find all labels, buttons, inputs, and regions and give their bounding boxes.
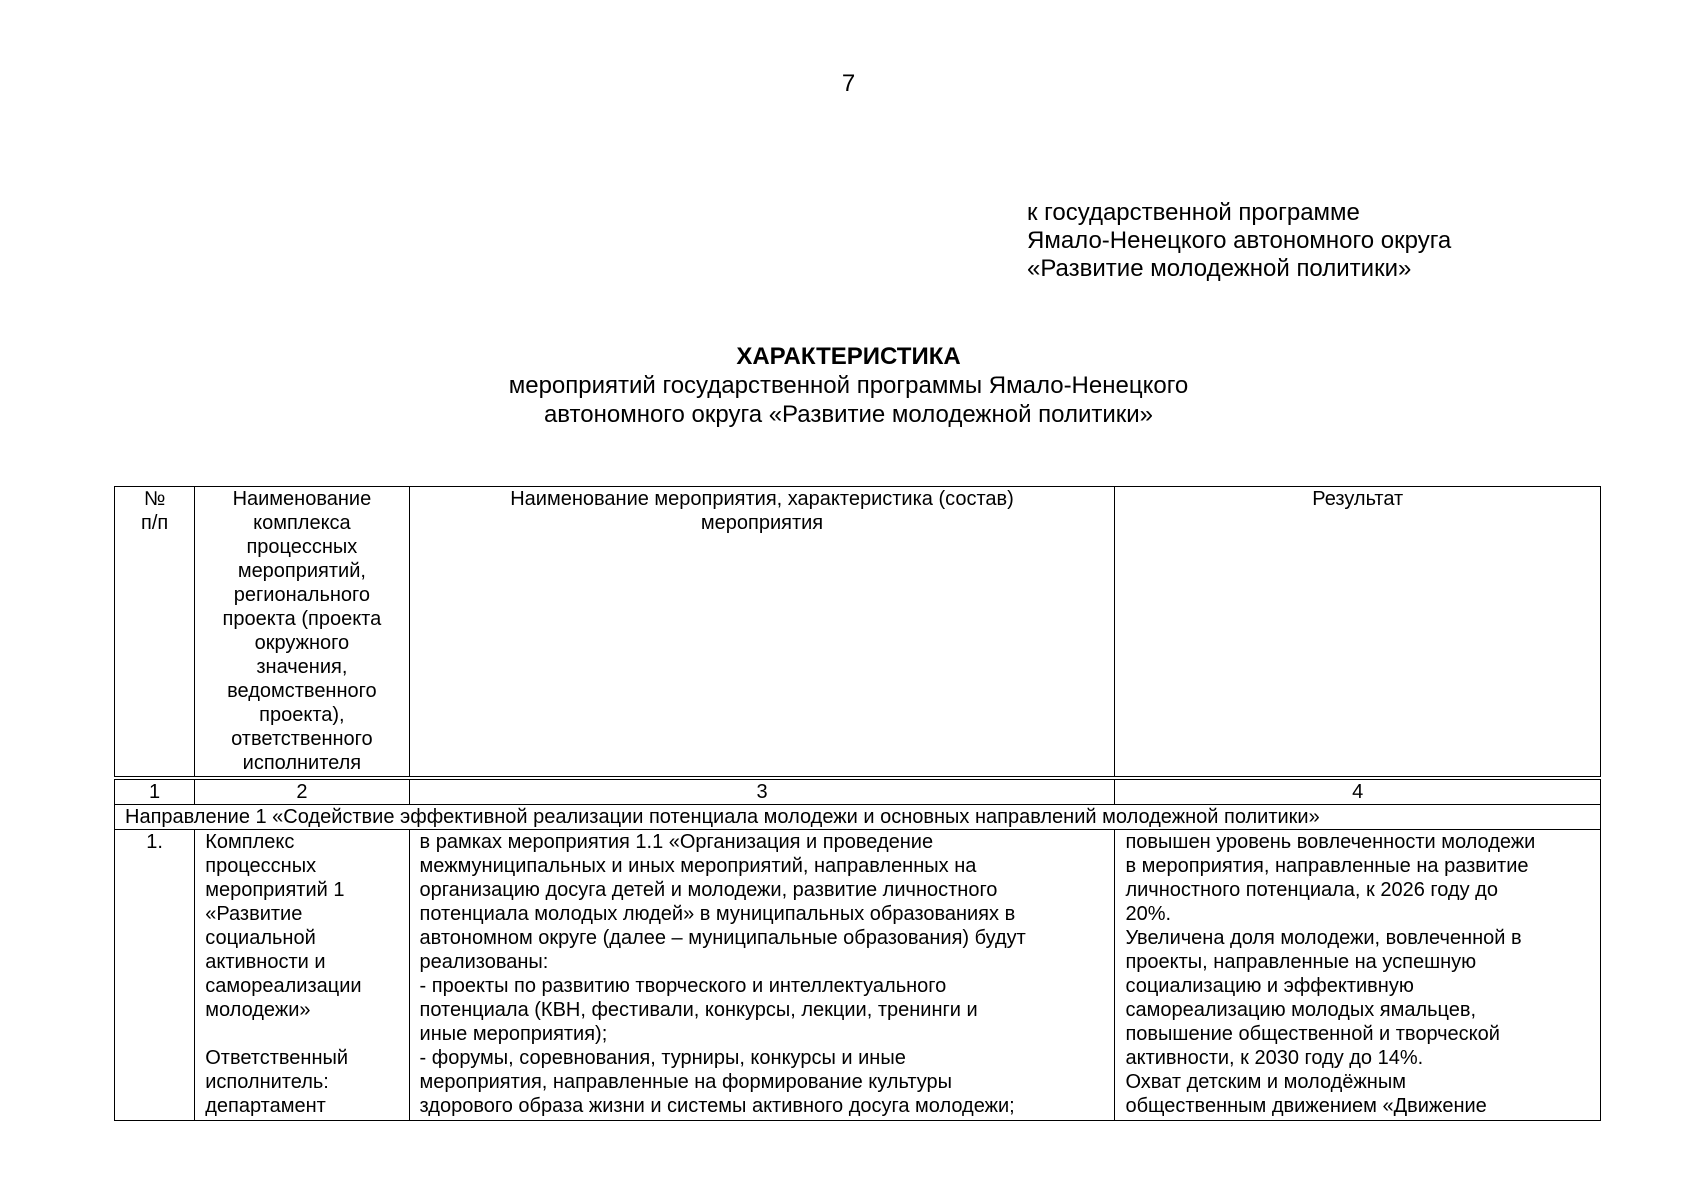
- column-number-row: [115, 778, 1601, 805]
- header-number: № п/п: [115, 487, 195, 779]
- measures-table: [114, 486, 1601, 1121]
- complex-name-cell: Комплекс процессных мероприятий 1 «Развитие социальной активности и самореализации молодежи» Ответственный исполнитель: департамент: [195, 830, 409, 1121]
- appendix-reference: [1027, 199, 1451, 283]
- direction-row: [115, 805, 1601, 830]
- column-number: 4: [1115, 778, 1601, 805]
- header-complex-name: Наименование комплекса процессных мероприятий, регионального проекта (проекта окружного значения, ведомственного проекта), ответственного исполнителя: [195, 487, 409, 779]
- document-subtitle-line: автономного округа «Развитие молодежной политики»: [543, 401, 1154, 428]
- column-number: 2: [195, 778, 409, 805]
- row-number: 1.: [115, 830, 195, 1121]
- direction-title: Направление 1 «Содействие эффективной реализации потенциала молодежи и основных направлений молодежной политики»: [115, 805, 1601, 830]
- document-title: [0, 342, 1697, 429]
- measure-description-cell: в рамках мероприятия 1.1 «Организация и проведение межмуниципальных и иных мероприятий, направленных на организацию досуга детей и молодежи, развитие личностного потенциала молодых людей» в муниципальных образованиях в автономном округе (далее – муниципальные образования) будут реализованы: - проекты по развитию творческого и интеллектуального потенциала (КВН, фестивали, конкурсы, лекции, тренинги и иные мероприятия); - форумы, соревнования, турниры, конкурсы и иные мероприятия, направленные на формирование культуры здорового образа жизни и системы активного досуга молодежи;: [409, 830, 1115, 1121]
- column-number: 3: [409, 778, 1115, 805]
- result-cell: повышен уровень вовлеченности молодежи в мероприятия, направленные на развитие личностного потенциала, к 2026 году до 20%. Увеличена доля молодежи, вовлеченной в проекты, направленные на успешную социализацию и эффективную самореализацию молодых ямальцев, повышение общественной и творческой активности, к 2030 году до 14%. Охват детским и молодёжным общественным движением «Движение: [1115, 830, 1601, 1121]
- page-number: 7: [841, 70, 856, 97]
- document-heading: ХАРАКТЕРИСТИКА: [736, 343, 961, 370]
- table-header-row: [115, 487, 1601, 779]
- document-subtitle-line: мероприятий государственной программы Ямало-Ненецкого: [508, 372, 1189, 399]
- header-measure-name: Наименование мероприятия, характеристика (состав) мероприятия: [409, 487, 1115, 779]
- table-row: [115, 830, 1601, 1121]
- appendix-line: к государственной программе: [1027, 199, 1360, 226]
- appendix-line: «Развитие молодежной политики»: [1027, 255, 1412, 282]
- header-result: Результат: [1115, 487, 1601, 779]
- column-number: 1: [115, 778, 195, 805]
- appendix-line: Ямало-Ненецкого автономного округа: [1027, 227, 1452, 254]
